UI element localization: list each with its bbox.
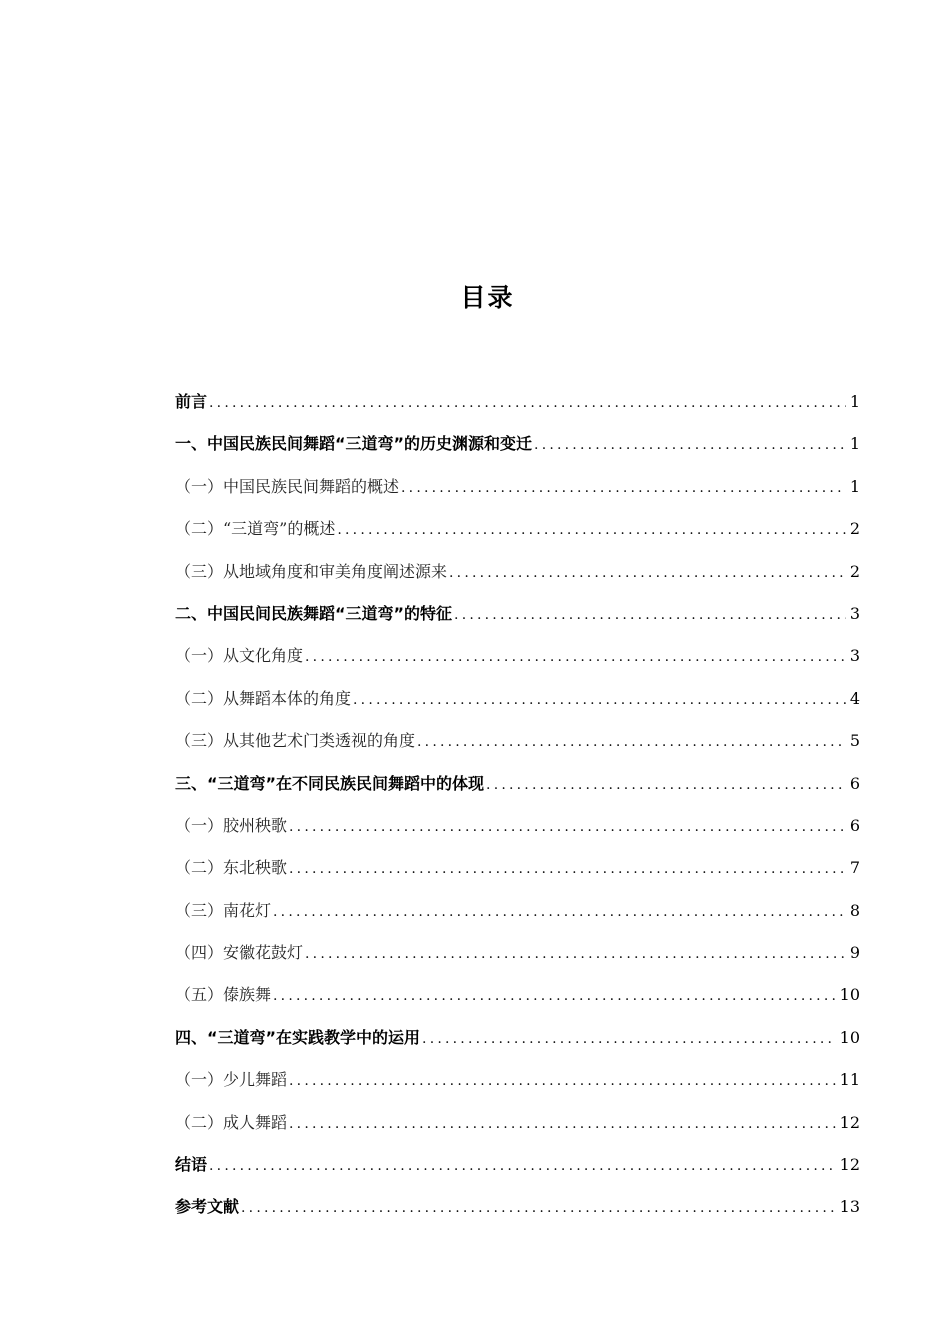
toc-page-number: 1 — [849, 392, 860, 411]
toc-dot-leader — [337, 514, 845, 546]
toc-entry-label: 一、中国民族民间舞蹈“三道弯”的历史渊源和变迁 — [175, 434, 533, 454]
toc-page-number: 9 — [849, 943, 860, 963]
toc-section-entry[interactable] — [175, 556, 860, 598]
toc-section-entry[interactable] — [175, 725, 860, 767]
toc-dot-leader — [273, 896, 846, 928]
toc-page-number: 13 — [839, 1197, 860, 1217]
toc-dot-leader — [209, 387, 846, 419]
toc-dot-leader — [353, 684, 846, 716]
toc-section-entry[interactable] — [175, 640, 860, 682]
toc-entry-label: （二）“三道弯”的概述 — [175, 519, 336, 539]
toc-page-number: 2 — [849, 561, 860, 581]
toc-chapter-entry[interactable] — [175, 386, 860, 428]
toc-page-number: 10 — [839, 1027, 860, 1047]
toc-dot-leader — [422, 1023, 836, 1055]
toc-dot-leader — [401, 472, 846, 504]
toc-section-entry[interactable] — [175, 852, 860, 894]
toc-entry-label: （四）安徽花鼓灯 — [175, 943, 304, 963]
toc-dot-leader — [209, 1150, 836, 1182]
toc-entry-label: 三、“三道弯”在不同民族民间舞蹈中的体现 — [175, 773, 485, 793]
toc-chapter-entry[interactable] — [175, 428, 860, 470]
toc-dot-leader — [289, 811, 846, 843]
toc-dot-leader — [305, 938, 846, 970]
toc-entry-label: （一）中国民族民间舞蹈的概述 — [175, 476, 400, 496]
toc-section-entry[interactable] — [175, 979, 860, 1021]
toc-page-number: 6 — [849, 815, 860, 835]
toc-entry-label: （二）成人舞蹈 — [175, 1112, 288, 1132]
toc-page-number: 8 — [849, 900, 860, 920]
toc-dot-leader — [486, 769, 846, 801]
toc-entry-label: 二、中国民间民族舞蹈“三道弯”的特征 — [175, 603, 453, 623]
toc-page-number: 3 — [849, 646, 860, 666]
toc-section-entry[interactable] — [175, 1107, 860, 1149]
toc-dot-leader — [417, 726, 846, 758]
toc-title: 目录 — [460, 283, 515, 312]
table-of-contents — [175, 386, 860, 1234]
toc-section-entry[interactable] — [175, 471, 860, 513]
toc-page-number: 1 — [849, 434, 860, 454]
toc-section-entry[interactable] — [175, 937, 860, 979]
toc-page-number: 4 — [849, 688, 860, 708]
toc-page-number: 12 — [839, 1155, 860, 1175]
toc-dot-leader — [454, 599, 846, 631]
toc-section-entry[interactable] — [175, 895, 860, 937]
toc-dot-leader — [305, 641, 846, 673]
toc-page-number: 2 — [849, 519, 860, 539]
toc-entry-label: （一）从文化角度 — [175, 646, 304, 666]
toc-entry-label: （三）南花灯 — [175, 900, 272, 920]
toc-chapter-entry[interactable] — [175, 1149, 860, 1191]
toc-page-number: 11 — [839, 1070, 860, 1090]
toc-page-number: 6 — [849, 773, 860, 793]
toc-chapter-entry[interactable] — [175, 598, 860, 640]
toc-section-entry[interactable] — [175, 810, 860, 852]
toc-entry-label: （一）胶州秧歌 — [175, 815, 288, 835]
toc-entry-label: 四、“三道弯”在实践教学中的运用 — [175, 1027, 421, 1047]
toc-chapter-entry[interactable] — [175, 1022, 860, 1064]
toc-section-entry[interactable] — [175, 683, 860, 725]
toc-dot-leader — [273, 980, 836, 1012]
toc-entry-label: 参考文献 — [175, 1197, 240, 1217]
toc-page-number: 7 — [849, 858, 860, 878]
toc-page-number: 1 — [849, 476, 860, 496]
toc-entry-label: 前言 — [175, 392, 208, 411]
toc-entry-label: （二）东北秧歌 — [175, 858, 288, 878]
toc-page-number: 3 — [849, 603, 860, 623]
toc-entry-label: （一）少儿舞蹈 — [175, 1070, 288, 1090]
toc-page-number: 10 — [839, 985, 860, 1005]
toc-entry-label: 结语 — [175, 1155, 208, 1175]
toc-dot-leader — [449, 557, 846, 589]
toc-section-entry[interactable] — [175, 513, 860, 555]
toc-dot-leader — [534, 429, 846, 461]
toc-dot-leader — [289, 1065, 836, 1097]
toc-dot-leader — [289, 853, 846, 885]
toc-dot-leader — [289, 1108, 836, 1140]
toc-page-number: 12 — [839, 1112, 860, 1132]
toc-entry-label: （二）从舞蹈本体的角度 — [175, 688, 352, 708]
toc-entry-label: （三）从地域角度和审美角度阐述源来 — [175, 561, 448, 581]
toc-page-number: 5 — [849, 731, 860, 751]
toc-section-entry[interactable] — [175, 1064, 860, 1106]
toc-chapter-entry[interactable] — [175, 768, 860, 810]
toc-entry-label: （五）傣族舞 — [175, 985, 272, 1005]
toc-dot-leader — [241, 1192, 836, 1224]
toc-chapter-entry[interactable] — [175, 1191, 860, 1233]
toc-entry-label: （三）从其他艺术门类透视的角度 — [175, 731, 416, 751]
